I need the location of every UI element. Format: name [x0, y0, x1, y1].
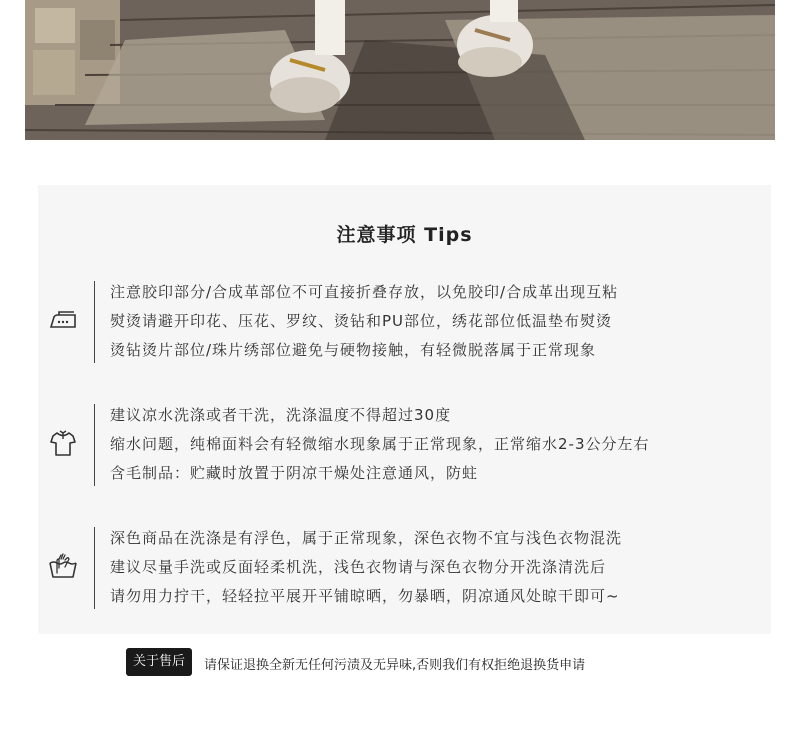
tip-line: 注意胶印部分/合成革部位不可直接折叠存放，以免胶印/合成革出现互粘	[110, 283, 619, 301]
section-divider	[94, 404, 95, 486]
tip-line: 请勿用力拧干，轻轻拉平展开平铺晾晒，勿暴晒，阴凉通风处晾干即可~	[110, 587, 620, 605]
tip-line: 含毛制品：贮藏时放置于阴凉干燥处注意通风，防蛀	[110, 464, 479, 482]
after-sales-policy: 请保证退换全新无任何污渍及无异味,否则我们有权拒绝退换货申请	[204, 658, 586, 673]
tip-line: 深色商品在洗涤是有浮色，属于正常现象，深色衣物不宜与浅色衣物混洗	[110, 529, 623, 547]
product-photo	[25, 0, 775, 140]
tip-line: 建议凉水洗涤或者干洗，洗涤温度不得超过30度	[110, 406, 452, 424]
shirt-icon	[48, 428, 78, 458]
iron-icon	[48, 305, 78, 335]
tips-title: 注意事项 Tips	[336, 224, 473, 246]
after-sales-badge: 关于售后	[126, 648, 192, 676]
tip-line: 建议尽量手洗或反面轻柔机洗，浅色衣物请与深色衣物分开洗涤清洗后	[110, 558, 607, 576]
tip-line: 熨烫请避开印花、压花、罗纹、烫钻和PU部位，绣花部位低温垫布熨烫	[110, 312, 613, 330]
tip-line: 缩水问题，纯棉面料会有轻微缩水现象属于正常现象，正常缩水2-3公分左右	[110, 435, 650, 453]
hand-wash-icon	[48, 551, 78, 581]
section-divider	[94, 281, 95, 363]
tips-card	[38, 185, 771, 634]
tip-line: 烫钻烫片部位/珠片绣部位避免与硬物接触，有轻微脱落属于正常现象	[110, 341, 597, 359]
section-divider	[94, 527, 95, 609]
